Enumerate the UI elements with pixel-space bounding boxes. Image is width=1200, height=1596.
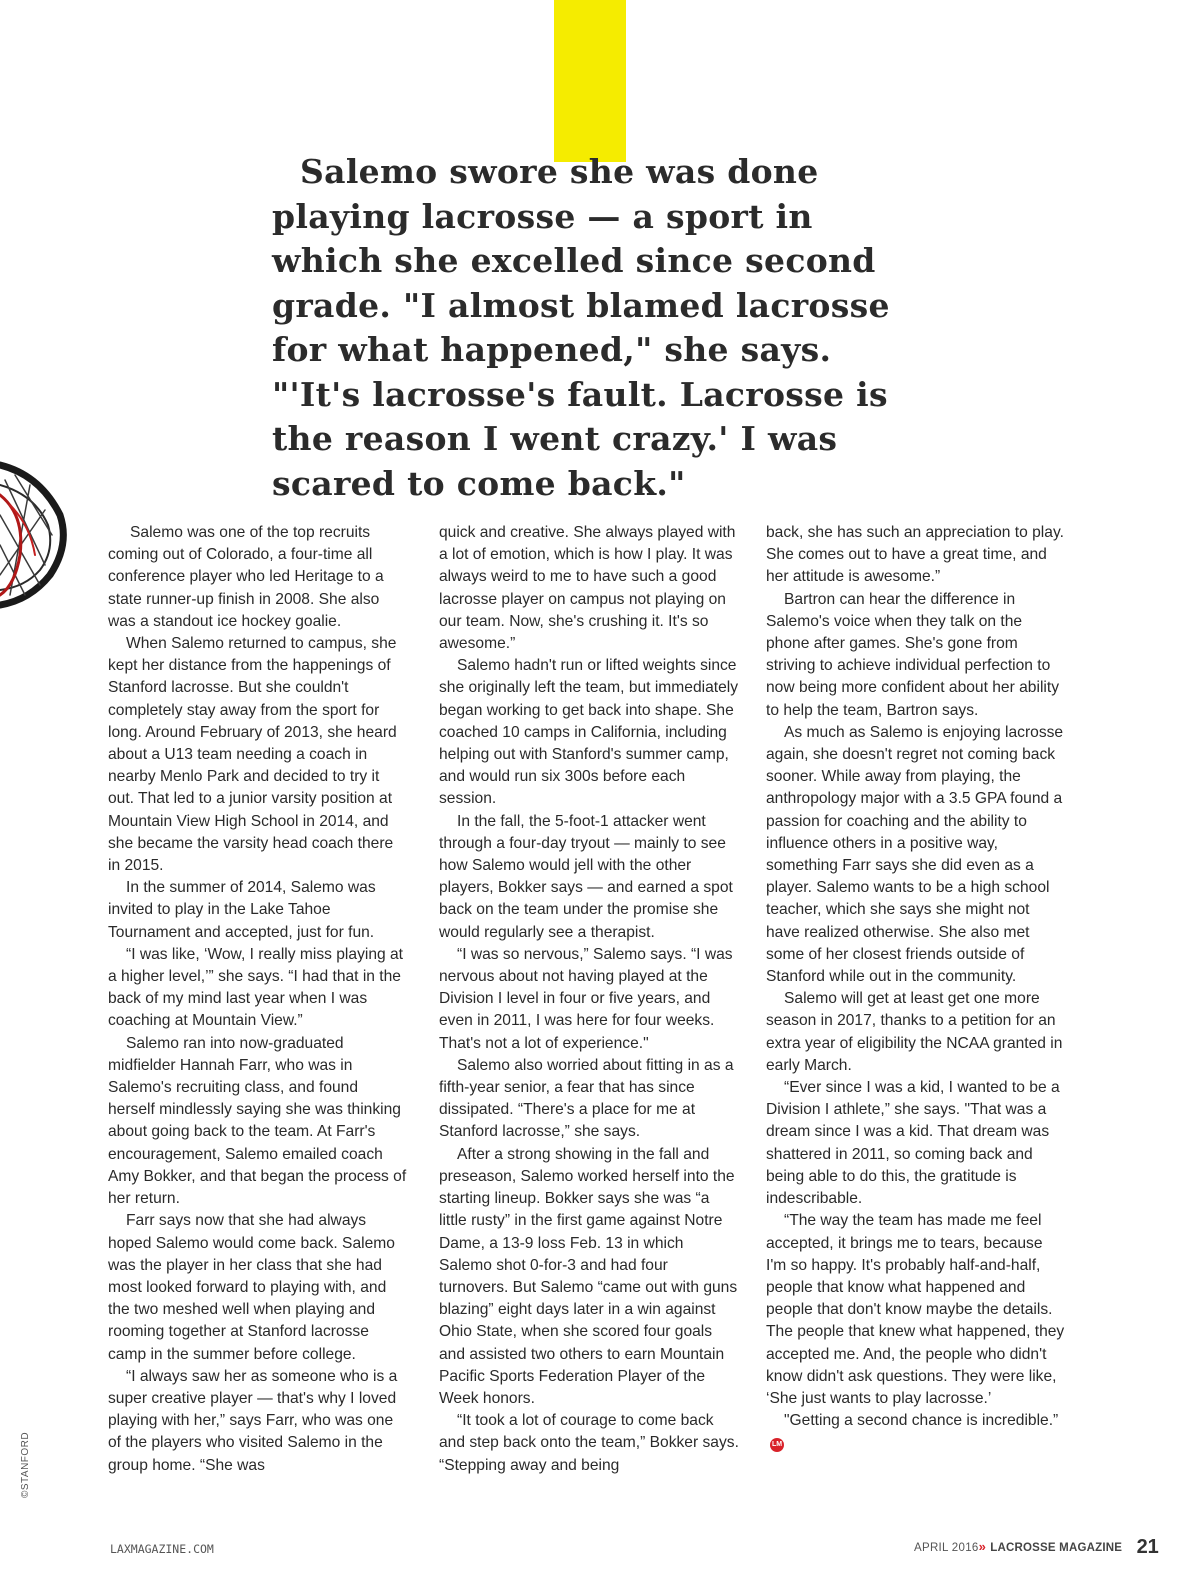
paragraph: Salemo will get at least get one more season in 2017, thanks to a petition for an extra year of eligibility the NCAA granted in early March.: [766, 990, 1063, 1074]
paragraph: Salemo ran into now-graduated midfielder Hannah Farr, who was in Salemo's recruiting class, and found herself mindlessly saying she was thinking about going back to the team. At Farr's encouragement, Salemo emailed coach Amy Bokker, and that began the process of her return.: [108, 1034, 407, 1208]
paragraph-final: [766, 1410, 1066, 1454]
paragraph: Salemo hadn't run or lifted weights since she originally left the team, but immediately began working to get back into shape. She coached 10 camps in California, including helping out with Stanford's summer camp, and would run six 300s before each session.: [439, 657, 739, 808]
chevron-right-icon: »: [978, 1539, 986, 1554]
footer-date: APRIL 2016: [914, 1542, 979, 1554]
pull-quote: Salemo swore she was done playing lacrosse — a sport in which she excelled since second grade. "I almost blamed lacrosse for what happened," she says. "'It's lacrosse's fault. Lacrosse is the reason I went crazy.' I was scared to come back.": [272, 152, 890, 503]
footer-folio: [914, 1536, 1159, 1559]
paragraph: When Salemo returned to campus, she kept her distance from the happenings of Stanford lacrosse. But she couldn't completely stay away from the sport for long. Around February of 2013, she heard about a U13 team needing a coach in nearby Menlo Park and decided to try it out. That led to a junior varsity position at Mountain View High School in 2014, and she became the varsity head coach there in 2015.: [108, 635, 397, 875]
article-column-3: [766, 522, 1066, 1455]
paragraph: “I was so nervous,” Salemo says. “I was nervous about not having played at the Division I level in four or five years, and even in 2011, I was here for four weeks. That's not a lot of experience.": [439, 945, 733, 1052]
paragraph: In the fall, the 5-foot-1 attacker went through a four-day tryout — mainly to see how Salemo would jell with the other players, Bokker says — and earned a spot back on the team under the promise she would regularly see a therapist.: [439, 812, 733, 941]
paragraph: “Ever since I was a kid, I wanted to be a Division I athlete,” she says. "That was a dream since I was a kid. That dream was shattered in 2011, so coming back and being able to do this, the gratitude is indescribable.: [766, 1079, 1060, 1208]
paragraph: quick and creative. She always played with a lot of emotion, which is how I play. It was always weird to me to have such a good lacrosse player on campus not playing on our team. Now, she's crushing it. It's so awesome.”: [439, 524, 736, 653]
yellow-accent-bar: [554, 0, 626, 162]
article-column-2: [439, 522, 739, 1477]
paragraph: In the summer of 2014, Salemo was invited to play in the Lake Tahoe Tournament and accepted, just for fun.: [108, 879, 376, 941]
paragraph: After a strong showing in the fall and preseason, Salemo worked herself into the starting lineup. Bokker says she was “a little rusty” in the first game against Notre Dame, a 13-9 loss Feb. 13 in which Salemo shot 0-for-3 and had four turnovers. But Salemo “came out with guns blazing” eight days later in a win against Ohio State, when she scored four goals and assisted two others to earn Mountain Pacific Sports Federation Player of the Week honors.: [439, 1145, 738, 1407]
paragraph: back, she has such an appreciation to play. She comes out to have a great time, and her attitude is awesome.”: [766, 524, 1064, 586]
paragraph: Salemo was one of the top recruits coming out of Colorado, a four-time all conference player who led Heritage to a state runner-up finish in 2008. She also was a standout ice hockey goalie.: [108, 524, 384, 630]
article-column-1: [108, 522, 408, 1477]
paragraph: Salemo also worried about fitting in as a fifth-year senior, a fear that has since dissipated. “There's a place for me at Stanford lacrosse,” she says.: [439, 1056, 734, 1141]
paragraph: “I always saw her as someone who is a super creative player — that's why I loved playing with her,” says Farr, who was one of the players who visited Salemo in the group home. “She was: [108, 1367, 398, 1474]
page-number: 21: [1136, 1536, 1159, 1558]
paragraph: As much as Salemo is enjoying lacrosse again, she doesn't regret not coming back sooner. While away from playing, the anthropology major with a 3.5 GPA found a passion for coaching and the ability to influence others in a positive way, something Farr says she did even as a player. Salemo wants to be a high school teacher, which she says she might not have realized otherwise. She also met some of her closest friends outside of Stanford while out in the community.: [766, 723, 1064, 986]
paragraph: Farr says now that she had always hoped Salemo would come back. Salemo was the player in her class that she had most looked forward to playing with, and the two meshed well when playing and rooming together at Stanford lacrosse camp in the summer before college.: [108, 1212, 395, 1363]
paragraph: Bartron can hear the difference in Salemo's voice when they talk on the phone after games. She's gone from striving to achieve individual perfection to now being more confident about her ability to help the team, Bartron says.: [766, 590, 1059, 719]
lacrosse-stick-head-image: [0, 455, 70, 615]
lm-logo-icon: LM: [770, 1438, 784, 1452]
photo-credit: ©STANFORD: [20, 1431, 31, 1498]
paragraph: “I was like, ‘Wow, I really miss playing at a higher level,’” she says. “I had that in the back of my mind last year when I was coaching at Mountain View.”: [108, 945, 404, 1030]
footer-magazine-name: LACROSSE MAGAZINE: [990, 1542, 1123, 1554]
paragraph: “The way the team has made me feel accepted, it brings me to tears, because I'm so happy. It's probably half-and-half, people that know what happened and people that don't know maybe the details. The people that knew what happened, they accepted me. And, the people who didn't know didn't ask questions. They were like, ‘She just wants to play lacrosse.’: [766, 1212, 1065, 1407]
paragraph: “It took a lot of courage to come back and step back onto the team,” Bokker says. “Stepping away and being: [439, 1412, 739, 1474]
paragraph-final-text: "Getting a second chance is incredible.”: [784, 1412, 1059, 1430]
footer-website: LAXMAGAZINE.COM: [110, 1542, 214, 1556]
